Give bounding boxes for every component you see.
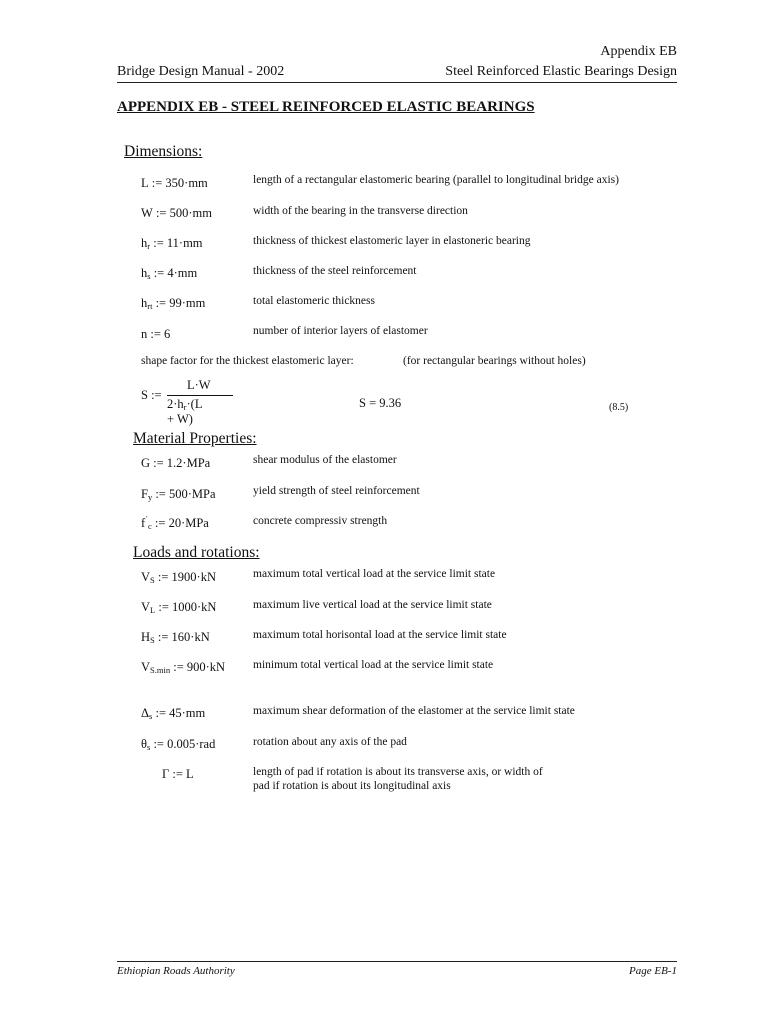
shape-factor-denominator: $2\cdot h_r\cdot(L + W)$ [167, 397, 203, 426]
desc-gamma-line2: pad if rotation is about its longitudinal axis [253, 780, 451, 792]
header-rule [117, 82, 677, 83]
footer-rule [117, 961, 677, 962]
desc-rotation: rotation about any axis of the pad [253, 736, 407, 748]
loads-heading: Loads and rotations: [133, 544, 260, 561]
material-heading: Material Properties: [133, 430, 257, 447]
desc-yield-strength: yield strength of steel reinforcement [253, 485, 420, 497]
eq-rotation: $\theta_s$ := 0.005·rad [141, 737, 216, 752]
page-title: APPENDIX EB - STEEL REINFORCED ELASTIC BEARINGS [117, 99, 535, 115]
desc-min-vertical-load: minimum total vertical load at the service limit state [253, 659, 494, 671]
desc-steel-thickness: thickness of the steel reinforcement [253, 265, 417, 277]
desc-total-thickness: total elastomeric thickness [253, 295, 375, 307]
equation-reference: (8.5) [609, 402, 629, 413]
eq-horizontal-load: $H_S$ := 160·kN [141, 630, 210, 645]
desc-horizontal-load: maximum total horisontal load at the service limit state [253, 629, 507, 641]
eq-steel-thickness: $h_s$ := 4·mm [141, 266, 198, 281]
desc-gamma-line1: length of pad if rotation is about its transverse axis, or width of [253, 766, 543, 778]
desc-concrete-strength: concrete compressiv strength [253, 515, 388, 527]
shape-factor-result: S = 9.36 [359, 396, 402, 410]
shape-factor-numerator: L·W [187, 378, 211, 392]
desc-width: width of the bearing in the transverse direction [253, 205, 468, 217]
eq-live-vertical-load: $V_L$ := 1000·kN [141, 600, 217, 615]
shape-factor-lhs: S := [141, 388, 162, 402]
eq-gamma: Γ := L [162, 767, 194, 781]
eq-layer-thickness: $h_r$ := 11·mm [141, 236, 203, 251]
eq-total-thickness: $h_{rt}$ := 99·mm [141, 296, 206, 311]
eq-yield-strength: $F_y$ := 500·MPa [141, 487, 216, 502]
desc-live-vertical-load: maximum live vertical load at the service limit state [253, 599, 492, 611]
eq-width: W := 500·mm [141, 206, 212, 220]
eq-concrete-strength: $f^´_c$ := 20·MPa [141, 513, 209, 531]
shape-factor-note: (for rectangular bearings without holes) [403, 355, 586, 367]
eq-min-vertical-load: $V_{S.min}$ := 900·kN [141, 660, 226, 675]
fraction-bar [167, 395, 233, 396]
eq-layer-count: n := 6 [141, 327, 171, 341]
eq-length: L := 350·mm [141, 176, 208, 190]
desc-layer-count: number of interior layers of elastomer [253, 325, 428, 337]
eq-max-vertical-load: $V_S$ := 1900·kN [141, 570, 216, 585]
desc-max-vertical-load: maximum total vertical load at the service limit state [253, 568, 496, 580]
header-section-title: Steel Reinforced Elastic Bearings Design [445, 64, 677, 79]
footer-organization: Ethiopian Roads Authority [117, 965, 235, 977]
header-appendix-label: Appendix EB [600, 44, 677, 59]
shape-factor-label: shape factor for the thickest elastomeric layer: [141, 355, 354, 367]
desc-layer-thickness: thickness of thickest elastomeric layer in elastoneric bearing [253, 235, 531, 247]
eq-shear-deformation: $\Delta_s$ := 45·mm [141, 706, 206, 721]
desc-length: length of a rectangular elastomeric bearing (parallel to longitudinal bridge axis) [253, 174, 619, 186]
footer-page-number: Page EB-1 [629, 965, 677, 977]
desc-shear-modulus: shear modulus of the elastomer [253, 454, 397, 466]
desc-shear-deformation: maximum shear deformation of the elastomer at the service limit state [253, 705, 575, 717]
dimensions-heading: Dimensions: [124, 143, 203, 160]
header-manual-title: Bridge Design Manual - 2002 [117, 64, 285, 79]
eq-shear-modulus: G := 1.2·MPa [141, 456, 211, 470]
